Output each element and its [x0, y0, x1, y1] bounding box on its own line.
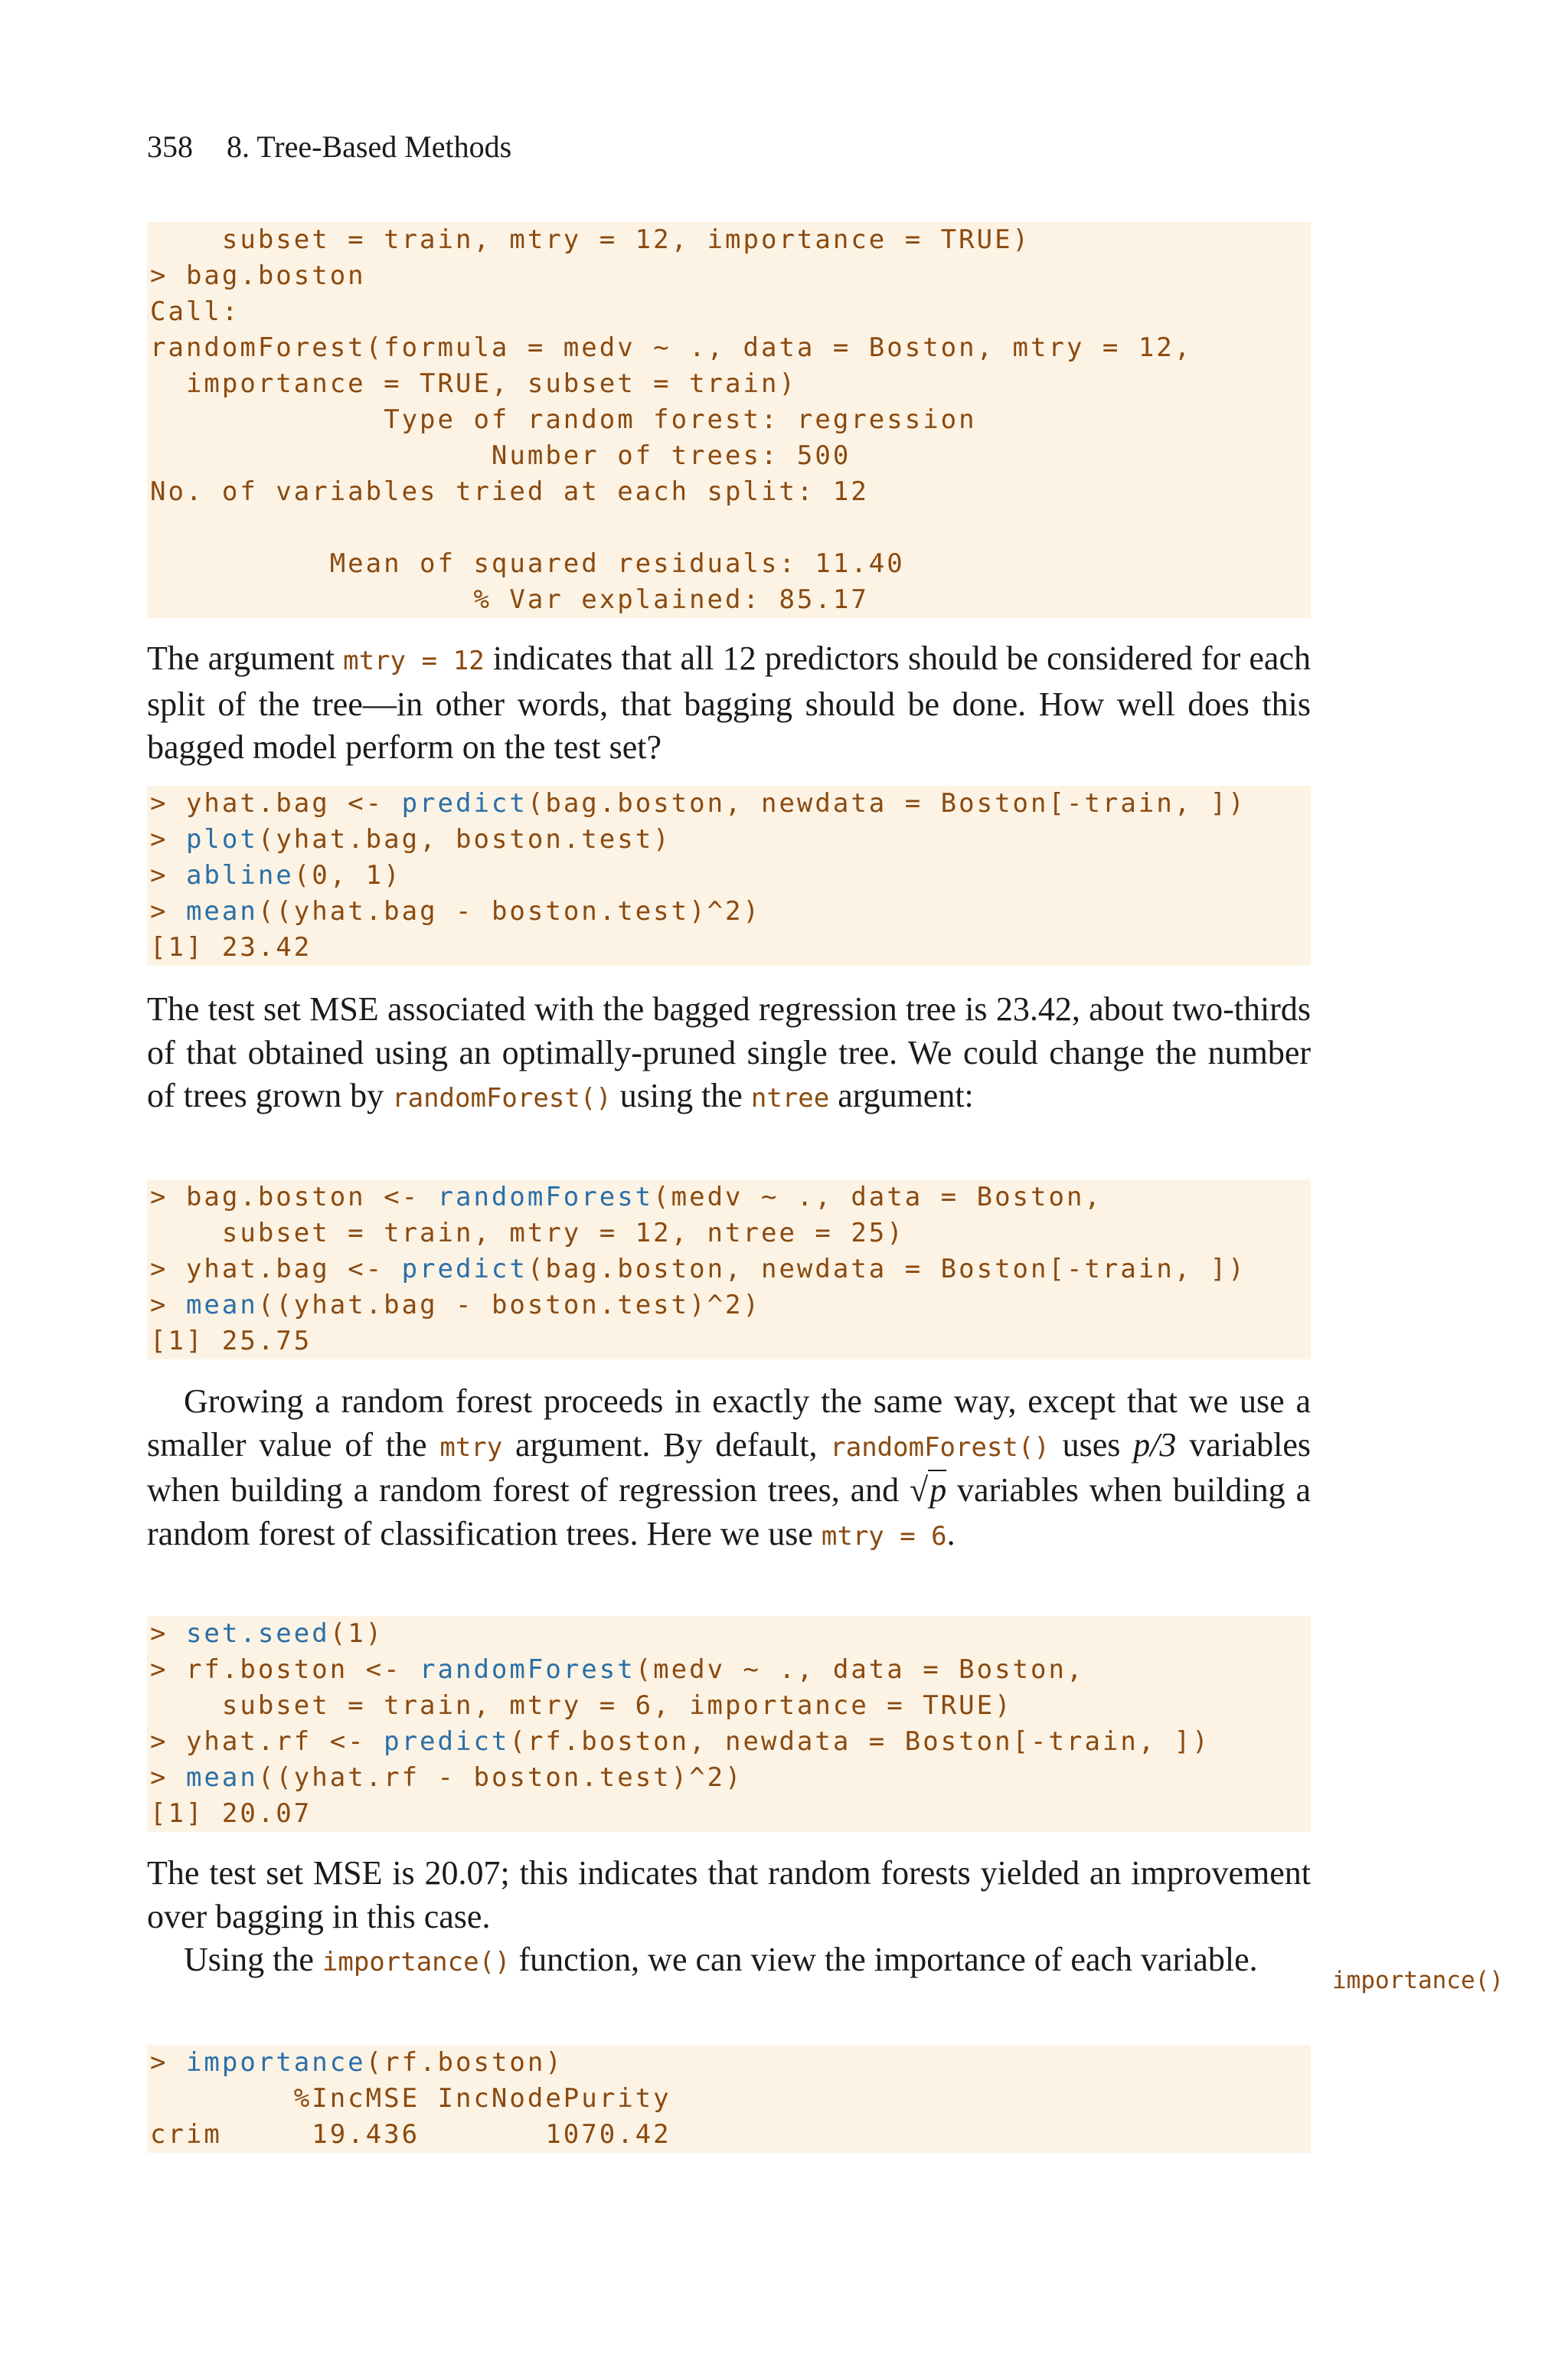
code-line: No. of variables tried at each split: 12 — [150, 476, 869, 507]
code-line: > mean((yhat.bag - boston.test)^2) — [150, 896, 761, 927]
inline-code: mtry = 12 — [343, 646, 485, 676]
text: variables when building a random forest of classification trees. Here we use — [147, 1471, 1311, 1552]
function-name: randomForest — [437, 1182, 654, 1212]
code-line-output: [1] 20.07 — [150, 1798, 312, 1829]
code-line: > yhat.bag <- predict(bag.boston, newdata = Boston[-train, ]) — [150, 788, 1246, 819]
function-name: randomForest — [420, 1654, 635, 1685]
function-name: set.seed — [185, 1618, 330, 1649]
code-line: subset = train, mtry = 12, importance = TRUE) — [150, 224, 1031, 255]
text: The argument — [147, 639, 344, 677]
math-p-over-3: p/3 — [1133, 1425, 1177, 1464]
inline-code: ntree — [750, 1083, 830, 1114]
code-line: Call: — [150, 296, 240, 327]
inline-code: importance() — [322, 1947, 511, 1977]
math-sqrt-p: √p — [910, 1471, 947, 1509]
code-line: > bag.boston — [150, 260, 366, 291]
function-name: importance — [185, 2047, 366, 2078]
text: Using the — [184, 1941, 322, 1978]
page-number: 358 — [147, 129, 193, 164]
text: function, we can view the importance of each variable. — [510, 1941, 1258, 1978]
running-head — [147, 129, 511, 165]
function-name: predict — [401, 788, 528, 819]
inline-code: mtry = 6 — [821, 1520, 947, 1552]
code-line: > rf.boston <- randomForest(medv ∼ ., data = Boston, — [150, 1654, 1085, 1685]
code-block-ntree — [147, 1179, 1311, 1359]
function-name: predict — [401, 1254, 528, 1284]
function-name: predict — [384, 1726, 510, 1757]
code-line: Number of trees: 500 — [150, 440, 851, 471]
code-line-output: [1] 23.42 — [150, 932, 312, 963]
code-line: > plot(yhat.bag, boston.test) — [150, 824, 671, 855]
function-name: plot — [185, 824, 258, 855]
text: The test set MSE is 20.07; this indicates that random forests yielded an improvement over bagging in this case. — [147, 1854, 1311, 1935]
code-line: > bag.boston <- randomForest(medv ∼ ., data = Boston, — [150, 1182, 1102, 1212]
chapter-title: 8. Tree-Based Methods — [227, 129, 512, 164]
function-name: mean — [185, 1290, 258, 1320]
text: using the — [611, 1077, 751, 1114]
code-line: > yhat.bag <- predict(bag.boston, newdata = Boston[-train, ]) — [150, 1254, 1246, 1284]
code-line: > set.seed(1) — [150, 1618, 384, 1649]
code-line: Type of random forest: regression — [150, 404, 977, 435]
code-block-rf-boston — [147, 1616, 1311, 1832]
margin-note-importance: importance() — [1332, 1967, 1504, 1994]
code-line: randomForest(formula = medv ∼ ., data = Boston, mtry = 12, — [150, 332, 1193, 363]
text: . — [946, 1514, 956, 1552]
text: uses — [1049, 1425, 1134, 1464]
text: indicates that all 12 predictors should be considered for each split of the tree—in other words, that bagging should be done. How well does this bagged model perform on the test set? — [147, 639, 1311, 766]
code-block-bag-boston-output — [147, 222, 1311, 618]
function-name: mean — [185, 896, 258, 927]
paragraph-mtry-explanation — [147, 637, 1311, 770]
code-line-blank — [150, 510, 1308, 546]
code-line-output: [1] 25.75 — [150, 1326, 312, 1356]
code-line: subset = train, mtry = 12, ntree = 25) — [150, 1218, 905, 1248]
code-line: importance = TRUE, subset = train) — [150, 368, 797, 399]
function-name: abline — [185, 860, 294, 891]
inline-code: randomForest() — [392, 1083, 612, 1114]
code-line: > mean((yhat.bag - boston.test)^2) — [150, 1290, 761, 1320]
code-line: % Var explained: 85.17 — [150, 584, 869, 615]
text: variables when building a random forest of regression trees, and — [147, 1425, 1312, 1509]
code-block-predict-bag — [147, 786, 1311, 966]
code-line: > mean((yhat.rf - boston.test)^2) — [150, 1762, 743, 1793]
text: argument. By default, — [502, 1425, 831, 1464]
inline-code: randomForest() — [830, 1431, 1050, 1463]
code-line-output: %IncMSE IncNodePurity — [150, 2083, 671, 2114]
code-line: > importance(rf.boston) — [150, 2047, 564, 2078]
inline-code: mtry — [439, 1431, 503, 1463]
code-line: subset = train, mtry = 6, importance = TRUE) — [150, 1690, 1013, 1721]
text: argument: — [829, 1077, 974, 1114]
text: The test set MSE associated with the bagged regression tree is 23.42, about two-thirds of that obtained using an optimally-pruned single tree. We could change the number of trees grown by — [147, 990, 1311, 1114]
code-line: Mean of squared residuals: 11.40 — [150, 548, 905, 579]
paragraph-bagged-mse — [147, 988, 1311, 1120]
code-line-output: crim 19.436 1070.42 — [150, 2119, 671, 2150]
paragraph-random-forest — [147, 1380, 1311, 1558]
function-name: mean — [185, 1762, 258, 1793]
code-line: > abline(0, 1) — [150, 860, 402, 891]
code-line: > yhat.rf <- predict(rf.boston, newdata = Boston[-train, ]) — [150, 1726, 1210, 1757]
paragraph-rf-mse — [147, 1852, 1311, 1984]
text: Growing a random forest proceeds in exactly the same way, except that we use a smaller value of the — [147, 1382, 1311, 1464]
code-block-importance — [147, 2045, 1311, 2153]
